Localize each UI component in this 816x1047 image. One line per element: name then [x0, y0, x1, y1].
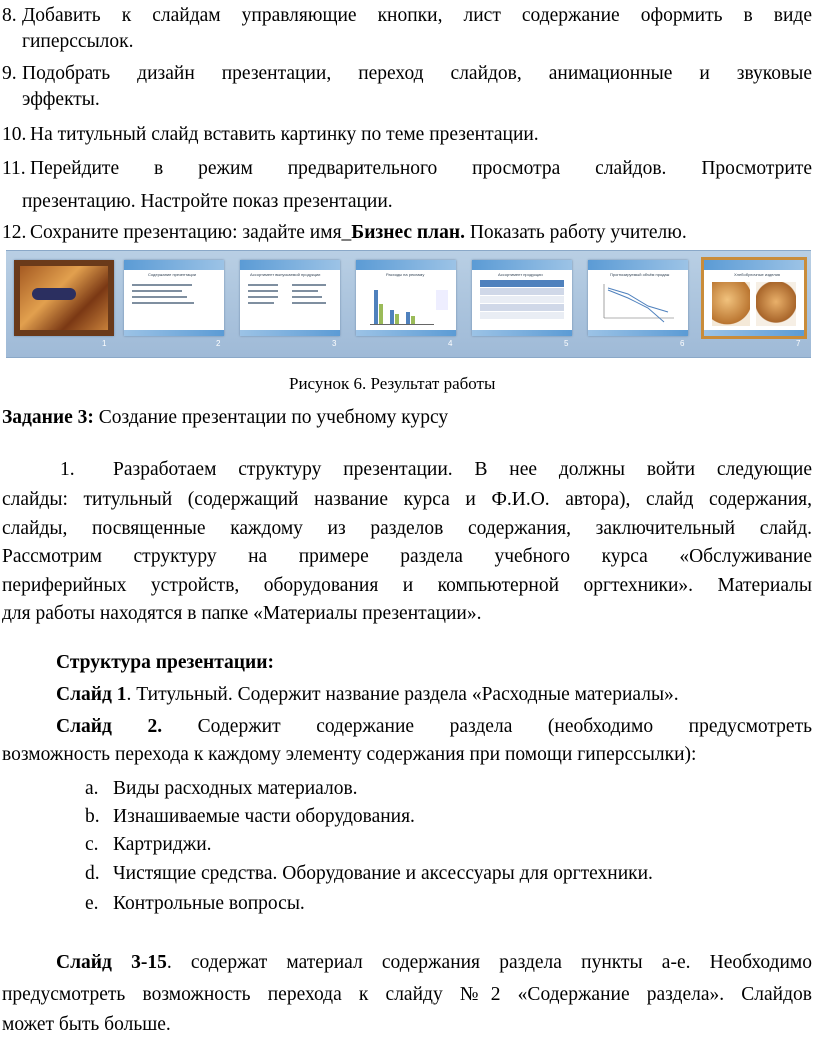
structure-heading: Структура презентации: [56, 652, 274, 673]
list-item: a. [85, 778, 99, 799]
slide-number: 3 [332, 339, 337, 348]
slide-sorter-figure [6, 250, 811, 358]
slide-2-line1: Слайд 2. Содержит содержание раздела (необходимо предусмотреть [56, 716, 812, 737]
slide-number: 2 [216, 339, 221, 348]
task-heading: Задание 3: Создание презентации по учебному курсу [2, 407, 449, 428]
slide-thumbnail-3 [240, 260, 340, 336]
item-8-line1: Добавить к слайдам управляющие кнопки, лист содержание оформить в виде [22, 5, 812, 26]
slide-2-line2: возможность перехода к каждому элементу содержания при помощи гиперссылки): [2, 744, 697, 765]
slide-title: Расходы на рекламу [386, 272, 425, 277]
slide-title: Хлебобулочные изделия [734, 272, 780, 277]
slide-thumbnail-1 [14, 260, 114, 336]
item-12-text: Сохраните презентацию: задайте имя_Бизнес план. Показать работу учителю. [30, 222, 687, 243]
list-item-text: Виды расходных материалов. [113, 778, 358, 799]
item-8-line2: гиперссылок. [22, 31, 134, 52]
item-9-line2: эффекты. [22, 89, 100, 110]
slide-thumbnail-7-selected [704, 260, 804, 336]
slide-title: Содержание презентации [148, 272, 197, 277]
para-number: 1. [60, 459, 75, 480]
para-line: для работы находятся в папке «Материалы презентации». [2, 603, 482, 624]
slide-number: 1 [102, 339, 107, 348]
item-9-line1: Подобрать дизайн презентации, переход слайдов, анимационные и звуковые [22, 63, 812, 84]
buns-photo [756, 282, 796, 326]
bread-photo [712, 282, 750, 326]
slide-number: 5 [564, 339, 569, 348]
item-11-number: 11. [2, 158, 26, 179]
para-line: слайды: титульный (содержащий название курса и Ф.И.О. автора), слайд содержания, [2, 489, 812, 510]
list-item: e. [85, 893, 99, 914]
para-line: Рассмотрим структуру на примере раздела учебного курса «Обслуживание [2, 546, 812, 567]
slide-thumbnail-4 [356, 260, 456, 336]
line-chart-icon [598, 278, 678, 326]
item-10-number: 10. [2, 124, 27, 145]
item-11-line1: Перейдите в режим предварительного просмотра слайдов. Просмотрите [30, 158, 812, 179]
slide-1-description: Слайд 1. Титульный. Содержит название раздела «Расходные материалы». [56, 684, 679, 705]
title-banner [32, 288, 76, 300]
slide-number: 6 [680, 339, 685, 348]
slide-thumbnail-2 [124, 260, 224, 336]
item-9-number: 9. [2, 63, 17, 84]
para-line: периферийных устройств, оборудования и компьютерной оргтехники». Материалы [2, 575, 812, 596]
slide-thumbnail-5 [472, 260, 572, 336]
para-line: Разработаем структуру презентации. В нее должны войти следующие [113, 459, 812, 480]
item-8-number: 8. [2, 5, 17, 26]
slide-title: Прогнозируемый объём продаж [610, 272, 670, 277]
figure-caption: Рисунок 6. Результат работы [289, 374, 496, 393]
slide-thumbnail-6 [588, 260, 688, 336]
slide-title: Ассортимент выпускаемой продукции [250, 272, 321, 277]
list-item: d. [85, 863, 100, 884]
para-line: слайды, посвященные каждому из разделов содержания, заключительный слайд. [2, 518, 812, 539]
list-item-text: Чистящие средства. Оборудование и аксессуары для оргтехники. [113, 863, 653, 884]
list-item: c. [85, 834, 99, 855]
slide-3-15-line1: Слайд 3-15. содержат материал содержания раздела пункты а-е. Необходимо [56, 952, 812, 973]
list-item-text: Контрольные вопросы. [113, 893, 305, 914]
slide-number: 4 [448, 339, 453, 348]
item-11-line2: презентацию. Настройте показ презентации. [22, 191, 393, 212]
list-item-text: Изнашиваемые части оборудования. [113, 806, 415, 827]
slide-3-15-line2: предусмотреть возможность перехода к слайду №2 «Содержание раздела». Слайдов [2, 984, 812, 1005]
list-item: b. [85, 806, 100, 827]
item-10-text: На титульный слайд вставить картинку по теме презентации. [30, 124, 539, 145]
slide-title: Ассортимент продукции [498, 272, 543, 277]
slide-number: 7 [796, 339, 801, 348]
list-item-text: Картриджи. [113, 834, 212, 855]
slide-3-15-line3: может быть больше. [2, 1014, 171, 1035]
item-12-number: 12. [2, 222, 27, 243]
